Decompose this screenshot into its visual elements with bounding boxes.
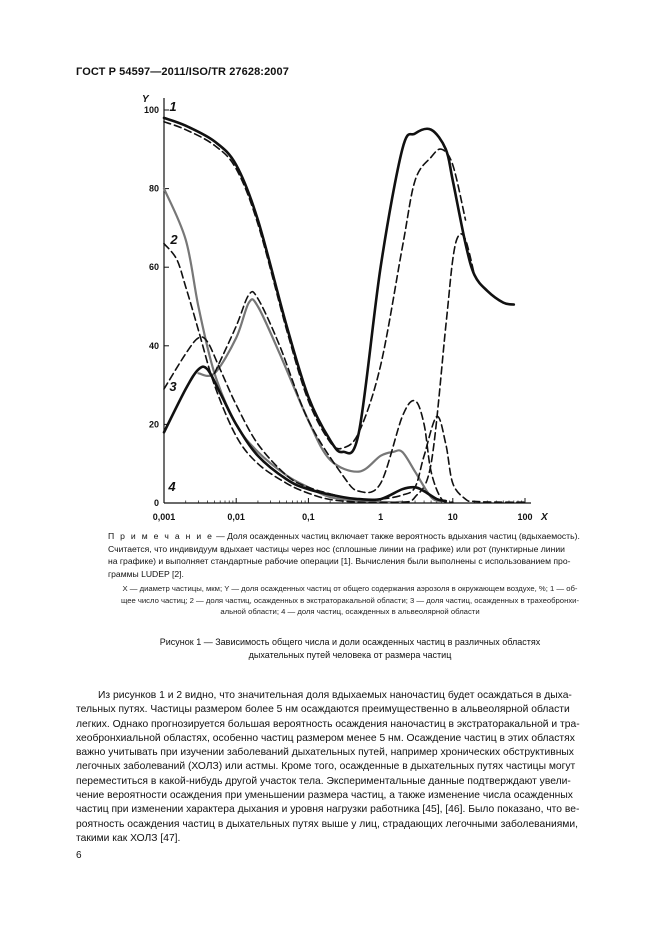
caption-line-2: дыхательных путей человека от размера частиц [248,650,452,660]
curve-label-2: 2 [170,232,178,247]
chart-axes [142,94,549,523]
body-line: такими как ХОЛЗ [47]. [76,832,181,844]
body-line: легких. Однако прогнозируется большая вероятность осаждения наночастиц в экстраторакальной и тра- [76,718,580,730]
y-tick-label: 100 [143,105,159,115]
body-line: частиц при изменении характера дыхания и уровня нагрузки работника [45], [46]. Было показано, что ве- [76,804,580,816]
series-1-solid-line [164,118,514,453]
series-3-dashed-line [215,292,453,503]
body-line: важно учитывать при изучении заболеваний дыхательных путей, например хронических обструктивных [76,747,574,759]
x-axis-label: X [541,512,548,523]
x-tick-label: 10 [447,512,458,522]
note-line-2: Считается, что индивидуум вдыхает частицы через нос (сплошные линии на графике) или рот (пунктирные линии [108,543,565,554]
note-line-1: — Доля осажденных частиц включает также вероятность вдыхания частиц (вдыхаемость). [213,531,580,541]
x-tick-label: 1 [378,512,384,522]
body-line: чение вероятности осаждения при уменьшении размера частиц, а также изменение числа осажденных [76,790,573,802]
figure-note [108,530,614,580]
y-axis-label: Y [142,94,149,105]
curve-label-4: 4 [168,479,176,494]
series-1-dashed-line [164,122,466,449]
curve-label-3: 3 [169,379,177,394]
legend-line-3: альной области; 4 — доля частиц, осажденных в альвеолярной области [220,607,480,616]
x-tick-label: 100 [517,512,533,522]
x-tick-label: 0,1 [302,512,315,522]
note-prefix: П р и м е ч а н и е [108,531,214,541]
chart-labels [167,99,178,494]
document-header: ГОСТ Р 54597—2011/ISO/TR 27628:2007 [76,66,289,78]
body-line: роятность осаждения частиц в дыхательных путях выше у лиц, страдающих легочными заболеваниями, [76,818,578,830]
x-tick-label: 0,01 [227,512,245,522]
note-line-3: на графике) и выполняет стандартные рабочие операции [1]. Вычисления были выполнены с использованием про- [108,556,571,566]
y-tick-label: 20 [148,419,159,430]
figure-caption [80,636,620,662]
chart-series [164,118,525,503]
body-line: хеобронхиальной областях, особенно частиц размером менее 5 нм. Осаждение частиц в этих областях [76,732,575,744]
curve-label-1: 1 [169,99,177,114]
series-2-solid-line [164,189,402,503]
legend-line-1: X — диаметр частицы, мкм; Y — доля осажденных частиц от общего содержания аэрозоля в окружающем воздухе, %; 1 — об- [122,584,578,593]
legend-line-2: щее число частиц; 2 — доля частиц, осажденных в экстраторакальной области; 3 — доля частиц, осажденных в трахеобронхи- [120,595,580,605]
y-tick-label: 60 [148,262,159,273]
note-line-4: граммы LUDEP [2]. [108,568,184,579]
y-tick-label: 0 [153,498,159,508]
series-2-dashed-line [164,234,475,503]
x-tick-label: 0,001 [152,512,176,522]
caption-line-1: Рисунок 1 — Зависимость общего числа и доли осажденных частиц в различных областях [159,637,541,647]
y-tick-label: 80 [148,183,159,194]
body-line: тельных путях. Частицы размером более 5 нм осаждаются преимущественно в альвеолярной области [76,704,570,716]
figure-legend [80,583,620,618]
body-line: Из рисунков 1 и 2 видно, что значительная доля вдыхаемых наночастиц будет осаждаться в дыха- [98,690,572,701]
body-paragraph [76,689,610,846]
body-line: легочных заболеваний (ХОЛЗ) или астмы. Кроме того, осажденные в дыхательных путях частицы могут [76,761,576,773]
y-tick-label: 40 [148,340,159,351]
body-line: переместиться в какой-нибудь другой участок тела. Экспериментальные данные подтверждают увели- [76,775,571,787]
page-number: 6 [76,850,82,861]
